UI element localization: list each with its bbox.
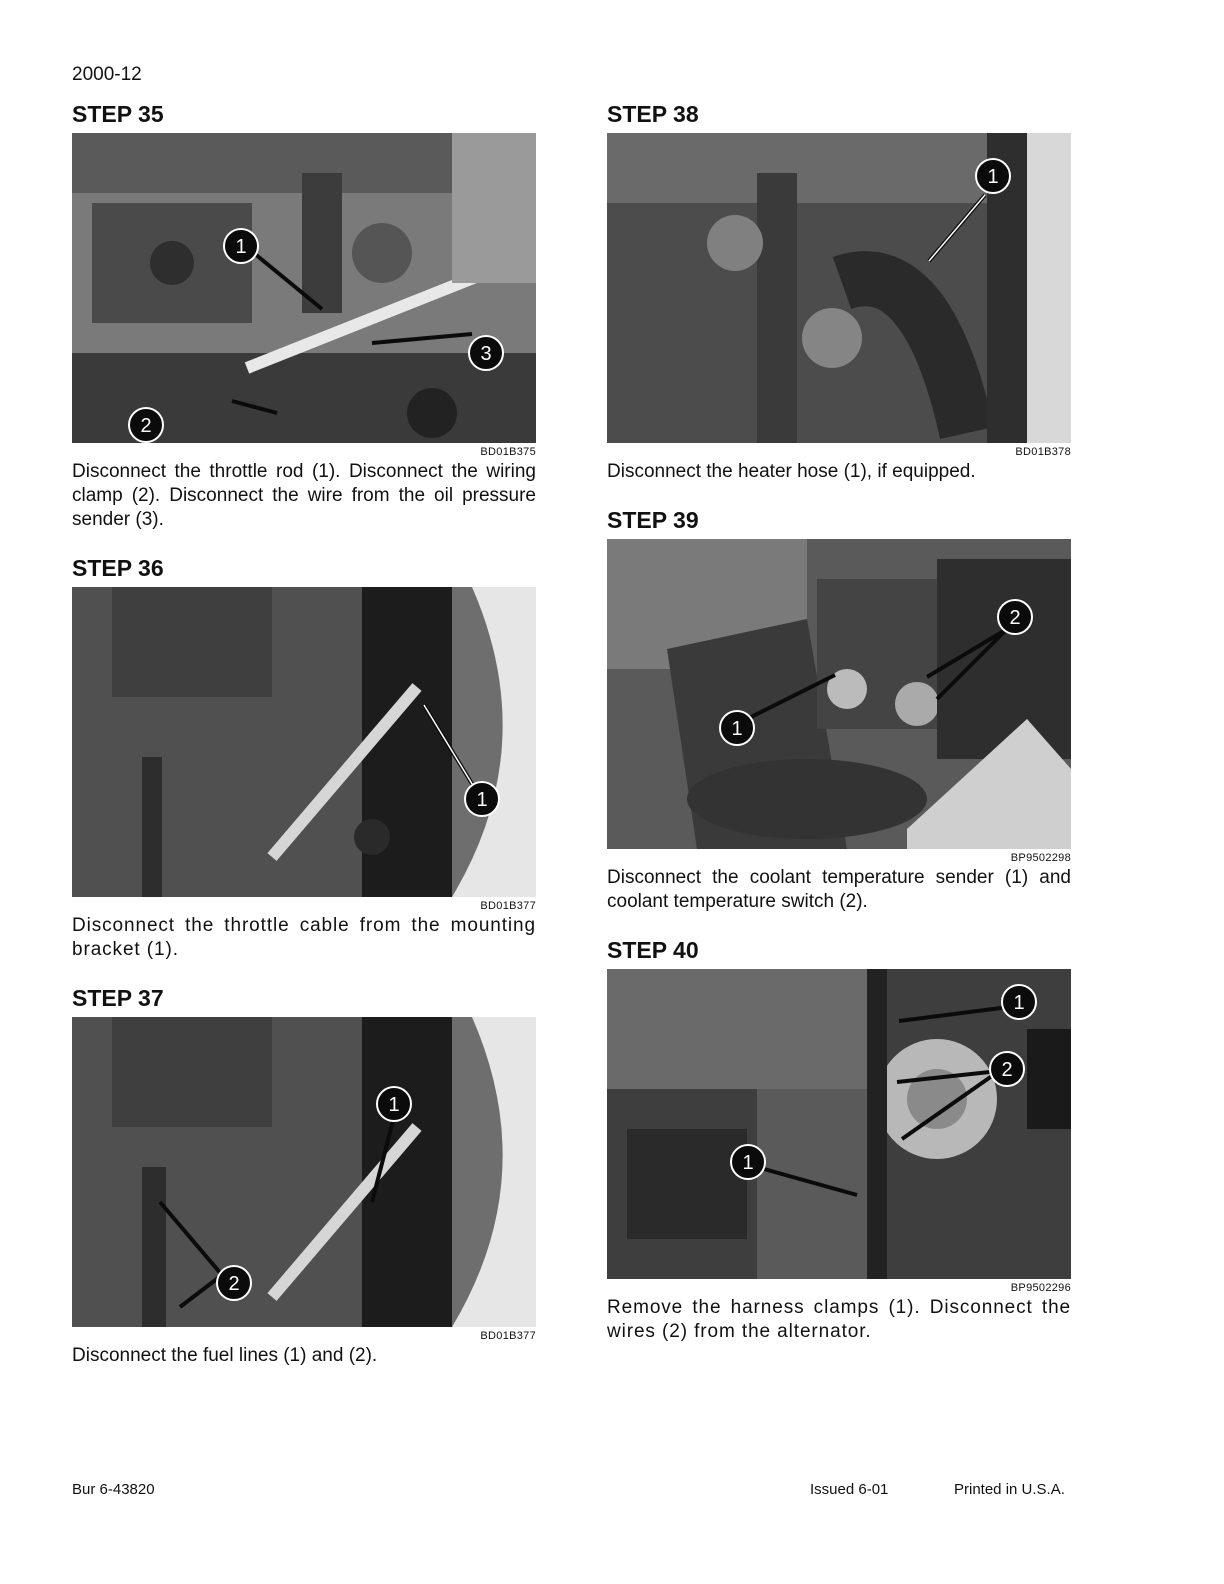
engine-photo-coolant-sender: [607, 539, 1071, 849]
step-caption: Disconnect the heater hose (1), if equipped.: [607, 461, 976, 482]
step-title: STEP 39: [607, 507, 699, 533]
footer-publication: Bur 6-43820: [72, 1481, 155, 1498]
step-36: [72, 555, 536, 962]
callout-1: [976, 159, 1010, 193]
figure-code: BD01B377: [480, 1330, 536, 1342]
step-title: STEP 40: [607, 937, 699, 963]
step-35: [72, 101, 536, 532]
step-title: STEP 36: [72, 555, 164, 581]
engine-photo-throttle-rod: [72, 133, 536, 443]
step-caption: Disconnect the fuel lines (1) and (2).: [72, 1345, 378, 1366]
figure-code: BP9502296: [1010, 1282, 1071, 1294]
figure-code: BP9502298: [1010, 852, 1071, 864]
figure-code: BD01B378: [1015, 446, 1071, 458]
callout-1: [224, 229, 258, 263]
svg-text:3: 3: [480, 343, 492, 365]
svg-text:2: 2: [1001, 1059, 1013, 1081]
callout-2: [998, 600, 1032, 634]
footer-issued: Issued 6-01: [810, 1481, 889, 1498]
step-title: STEP 38: [607, 101, 699, 127]
step-caption: Disconnect the throttle cable from the mounting bracket (1).: [72, 915, 536, 960]
step-37: [72, 985, 536, 1368]
svg-text:2: 2: [140, 415, 152, 437]
svg-text:2: 2: [228, 1273, 240, 1295]
figure-code: BD01B375: [480, 446, 536, 458]
engine-photo-fuel-lines: [72, 1017, 536, 1327]
engine-photo-heater-hose: [607, 133, 1071, 443]
step-title: STEP 37: [72, 985, 164, 1011]
svg-text:1: 1: [731, 718, 743, 740]
svg-text:1: 1: [235, 236, 247, 258]
step-title: STEP 35: [72, 101, 164, 127]
callout-2: [129, 408, 163, 442]
callout-1: [1002, 985, 1036, 1019]
page-number: 2000-12: [72, 64, 142, 85]
step-39: [607, 507, 1071, 914]
engine-photo-alternator: [607, 969, 1071, 1279]
step-40: [607, 937, 1071, 1344]
callout-2: [217, 1266, 251, 1300]
callout-2: [990, 1052, 1024, 1086]
callout-1: [377, 1087, 411, 1121]
svg-text:1: 1: [742, 1152, 754, 1174]
step-38: [607, 101, 1071, 484]
step-caption: Disconnect the throttle rod (1). Disconnect the wiring clamp (2). Disconnect the wire from the oil pressure sender (3).: [72, 461, 536, 530]
step-caption: Disconnect the coolant temperature sender (1) and coolant temperature switch (2).: [607, 867, 1071, 912]
callout-3: [469, 336, 503, 370]
callout-1: [720, 711, 754, 745]
svg-text:1: 1: [1013, 992, 1025, 1014]
svg-text:2: 2: [1009, 607, 1021, 629]
engine-photo-throttle-cable: [72, 587, 536, 897]
svg-text:1: 1: [388, 1094, 400, 1116]
svg-text:1: 1: [476, 789, 488, 811]
step-caption: Remove the harness clamps (1). Disconnect the wires (2) from the alternator.: [607, 1297, 1071, 1342]
callout-1: [465, 782, 499, 816]
figure-code: BD01B377: [480, 900, 536, 912]
svg-text:1: 1: [987, 166, 999, 188]
callout-1: [731, 1145, 765, 1179]
footer-printed: Printed in U.S.A.: [954, 1481, 1065, 1498]
